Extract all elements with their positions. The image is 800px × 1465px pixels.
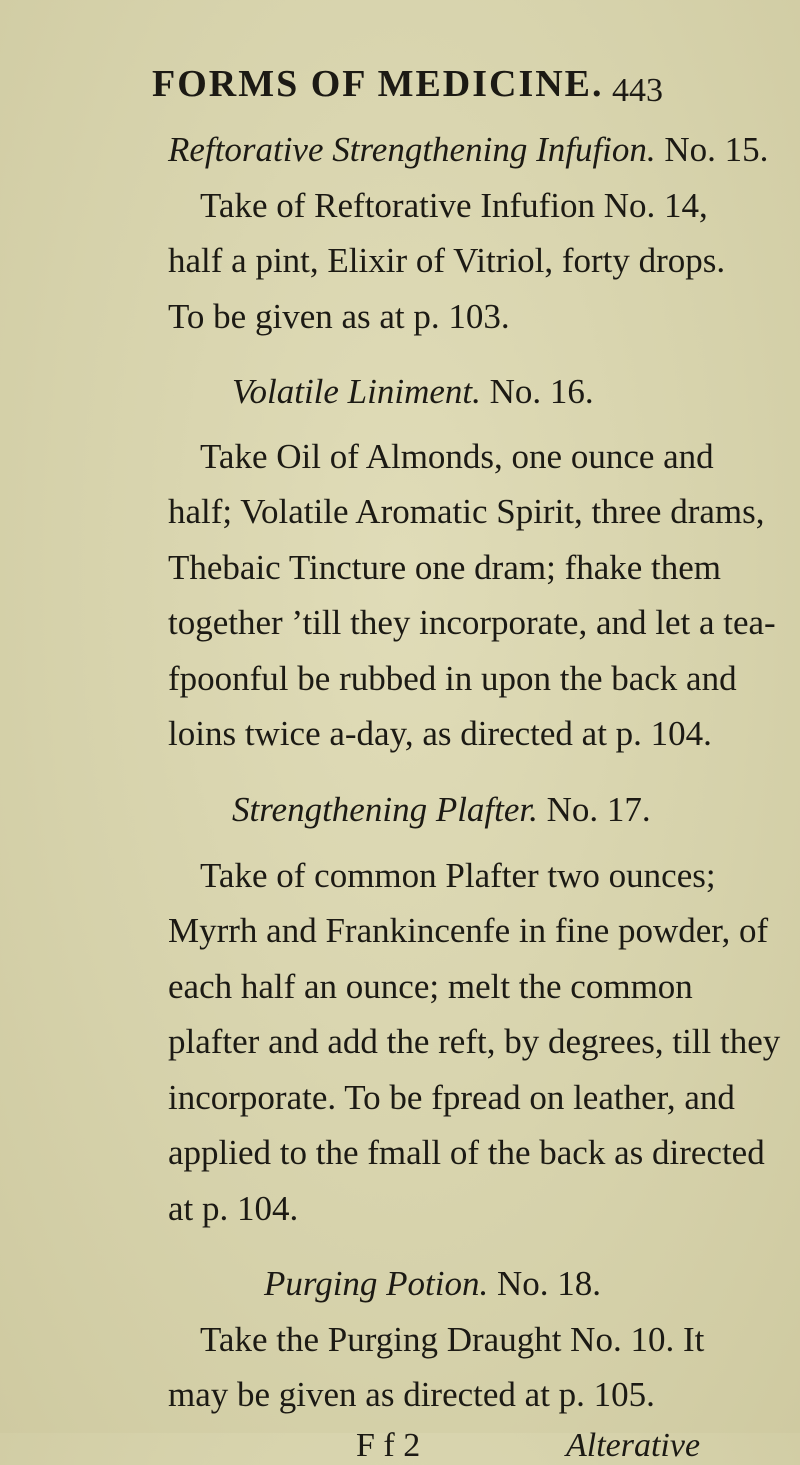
- text-line: each half an ounce; melt the common: [168, 967, 693, 1006]
- heading-no-17: [232, 790, 651, 830]
- text-line: applied to the fmall of the back as directed: [168, 1133, 765, 1172]
- heading-no-16: [232, 372, 594, 412]
- text-line: may be given as directed at p. 105.: [168, 1375, 655, 1414]
- text-line: Thebaic Tincture one dram; fhake them: [168, 548, 722, 587]
- text-line: Take of Reftorative Infufion No. 14,: [200, 186, 708, 225]
- recipe-title: Volatile Liniment.: [232, 372, 481, 411]
- page-number: 443: [612, 72, 663, 109]
- signature-mark: F f 2: [356, 1427, 421, 1464]
- recipe-title: Strengthening Plafter.: [232, 790, 538, 829]
- text-line: Myrrh and Frankincenfe in fine powder, of: [168, 911, 769, 950]
- text-line: Take of common Plafter two ounces;: [200, 856, 716, 895]
- recipe-number: No. 18.: [497, 1264, 602, 1303]
- heading-no-15: [168, 130, 768, 170]
- text-line: half; Volatile Aromatic Spirit, three drams,: [168, 492, 765, 531]
- text-line: To be given as at p. 103.: [168, 297, 510, 336]
- text-line: half a pint, Elixir of Vitriol, forty drops.: [168, 241, 726, 280]
- text-line: Take Oil of Almonds, one ounce and: [200, 437, 714, 476]
- running-header: [0, 62, 800, 122]
- recipe-title: Purging Potion.: [264, 1264, 489, 1303]
- text-line: together ’till they incorporate, and let a tea-: [168, 603, 776, 642]
- recipe-number: No. 17.: [546, 790, 651, 829]
- text-line: incorporate. To be fpread on leather, and: [168, 1078, 735, 1117]
- recipe-number: No. 15.: [664, 130, 769, 169]
- catchword: Alterative: [566, 1427, 701, 1464]
- recipe-number: No. 16.: [489, 372, 594, 411]
- text-line: Take the Purging Draught No. 10. It: [200, 1320, 705, 1359]
- running-title: FORMS OF MEDICINE.: [152, 63, 604, 105]
- recipe-title: Reftorative Strengthening Infufion.: [168, 130, 656, 169]
- heading-no-18: [264, 1264, 601, 1304]
- text-line: loins twice a-day, as directed at p. 104.: [168, 714, 712, 753]
- text-line: at p. 104.: [168, 1189, 299, 1228]
- text-line: plafter and add the reft, by degrees, till they: [168, 1022, 781, 1061]
- text-line: fpoonful be rubbed in upon the back and: [168, 659, 737, 698]
